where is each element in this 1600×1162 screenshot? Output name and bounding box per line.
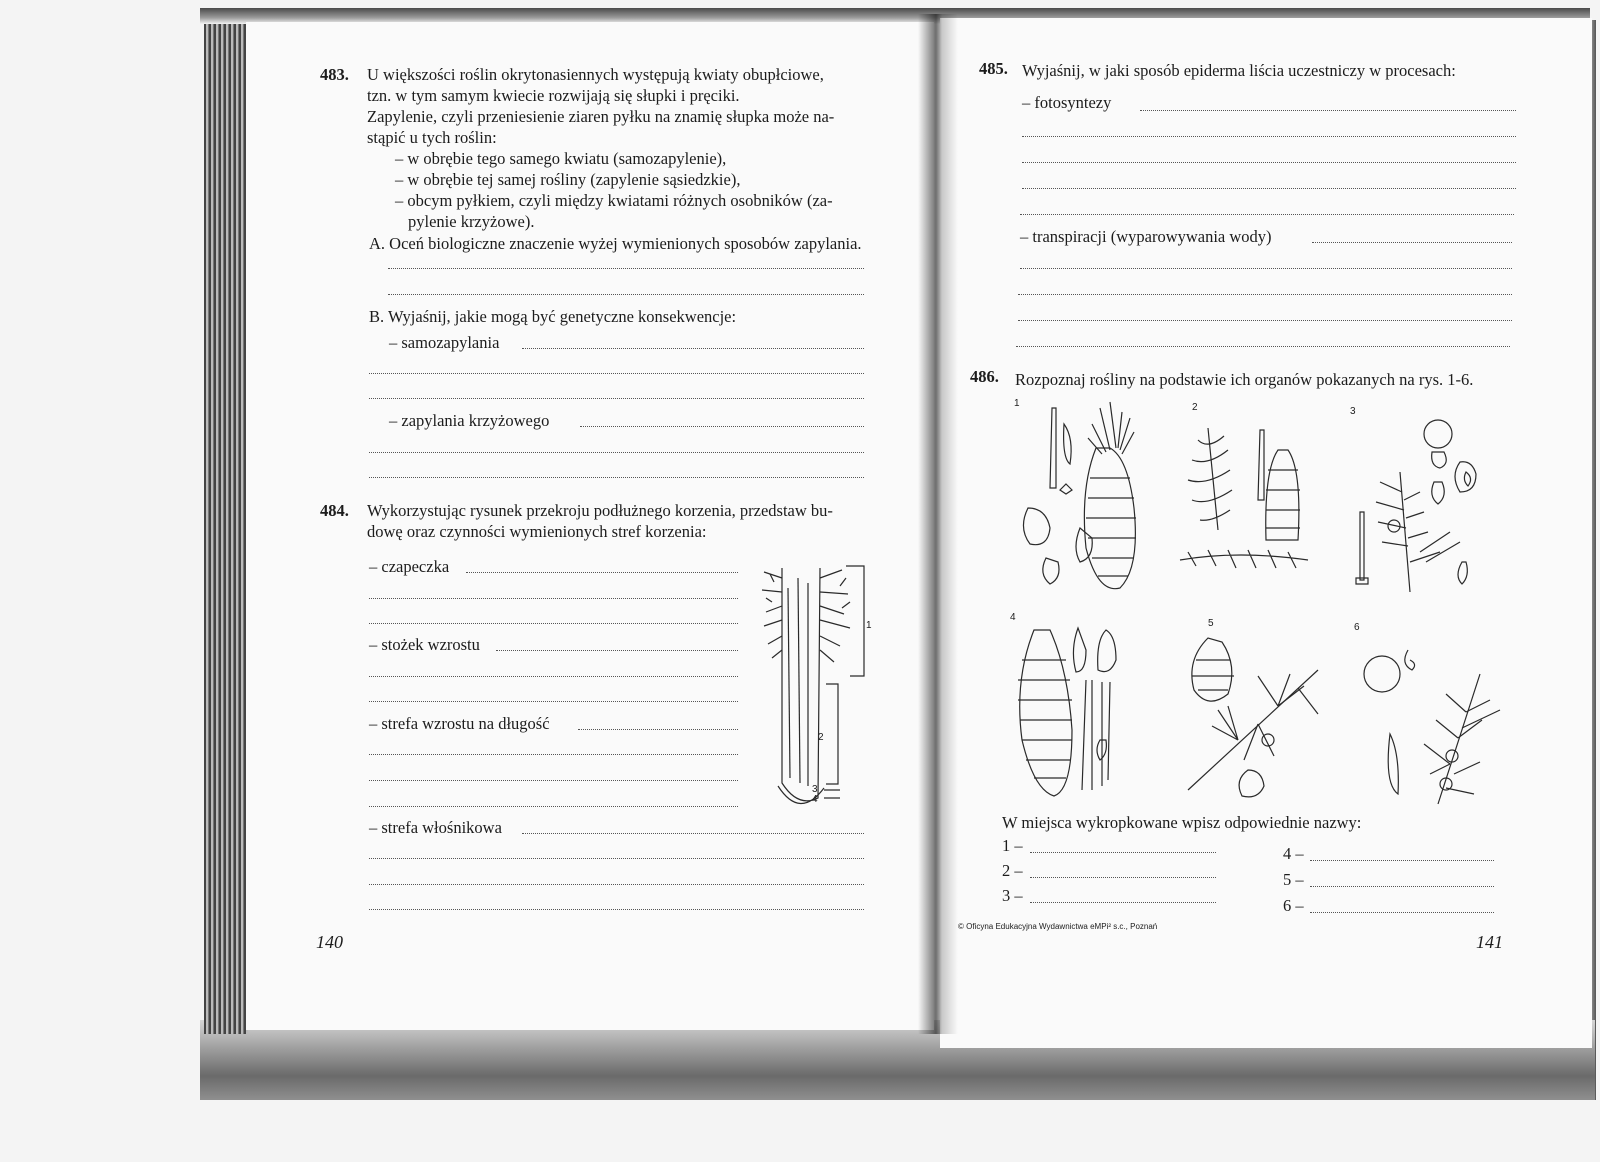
question-text: dowę oraz czynności wymienionych stref korzenia: — [367, 522, 707, 541]
answer-line[interactable] — [369, 373, 864, 374]
answer-line[interactable] — [369, 477, 864, 478]
answer-line[interactable] — [522, 348, 864, 349]
answer-line[interactable] — [1030, 852, 1216, 853]
task-b-text: B. Wyjaśnij, jakie mogą być genetyczne konsekwencje: — [369, 307, 737, 326]
publisher-footer: © Oficyna Edukacyjna Wydawnictwa eMPi² s.c., Poznań — [958, 922, 1158, 931]
larch-branch-illustration — [1178, 630, 1338, 800]
answer-line[interactable] — [369, 806, 738, 807]
answer-line[interactable] — [369, 598, 738, 599]
answer-line[interactable] — [1310, 886, 1494, 887]
answer-line[interactable] — [369, 623, 738, 624]
answer-line[interactable] — [1016, 346, 1510, 347]
answer-line[interactable] — [1022, 136, 1516, 137]
answer-line[interactable] — [1020, 268, 1512, 269]
figure-number-2: 2 — [1192, 402, 1198, 413]
task-a-text: A. Oceń biologiczne znaczenie wyżej wymienionych sposobów zapylania. — [369, 234, 862, 253]
answer-line[interactable] — [369, 676, 738, 677]
answer-line[interactable] — [369, 858, 864, 859]
answer-line[interactable] — [369, 701, 738, 702]
answer-prompt: – zapylania krzyżowego — [389, 411, 550, 430]
root-label-2: 2 — [818, 732, 824, 743]
answer-line[interactable] — [1312, 242, 1512, 243]
answer-prompt: – transpiracji (wyparowywania wody) — [1020, 227, 1272, 246]
answer-prompt: – samozapylania — [389, 333, 500, 352]
answer-line[interactable] — [369, 754, 738, 755]
answer-line[interactable] — [369, 398, 864, 399]
answer-prompt: – fotosyntezy — [1022, 93, 1112, 112]
answer-line[interactable] — [1022, 162, 1516, 163]
answer-line[interactable] — [369, 884, 864, 885]
figure-number-1: 1 — [1014, 398, 1020, 409]
page-number-right: 141 — [1476, 932, 1503, 952]
answer-line[interactable] — [466, 572, 738, 573]
figure-number-5: 5 — [1208, 618, 1214, 629]
answer-line[interactable] — [369, 452, 864, 453]
answer-number-2: 2 – — [1002, 861, 1023, 880]
answer-line[interactable] — [522, 833, 864, 834]
figure-number-6: 6 — [1354, 622, 1360, 633]
answer-number-6: 6 – — [1283, 896, 1304, 915]
root-label-4: 4 — [812, 794, 818, 805]
question-text: Wykorzystując rysunek przekroju podłużnego korzenia, przedstaw bu- — [367, 501, 833, 520]
question-number: 483. — [320, 65, 349, 84]
answer-number-1: 1 – — [1002, 836, 1023, 855]
bullet-text: pylenie krzyżowe). — [408, 212, 535, 231]
answer-line[interactable] — [369, 780, 738, 781]
juniper-branch-illustration — [1350, 634, 1510, 804]
question-number: 486. — [970, 367, 999, 386]
answer-number-3: 3 – — [1002, 886, 1023, 905]
instruction-text: W miejsca wykropkowane wpisz odpowiednie nazwy: — [1002, 813, 1362, 832]
answer-line[interactable] — [1022, 188, 1516, 189]
answer-number-4: 4 – — [1283, 844, 1304, 863]
answer-prompt: – strefa wzrostu na długość — [369, 714, 550, 733]
answer-line[interactable] — [1030, 877, 1216, 878]
root-label-3: 3 — [812, 784, 818, 795]
answer-prompt: – czapeczka — [369, 557, 450, 576]
spruce-cone-illustration — [1010, 398, 1170, 598]
answer-number-5: 5 – — [1283, 870, 1304, 889]
question-text: Zapylenie, czyli przeniesienie ziaren pyłku na znamię słupka może na- — [367, 107, 835, 126]
root-label-1: 1 — [866, 620, 872, 631]
answer-line[interactable] — [1030, 902, 1216, 903]
yew-branch-illustration — [1350, 412, 1500, 592]
bullet-text: – w obrębie tej samej rośliny (zapylenie sąsiedzkie), — [395, 170, 741, 189]
question-text: Rozpoznaj rośliny na podstawie ich organów pokazanych na rys. 1-6. — [1015, 370, 1474, 389]
answer-line[interactable] — [1310, 912, 1494, 913]
answer-line[interactable] — [369, 909, 864, 910]
question-number: 485. — [979, 59, 1008, 78]
fir-cone-illustration — [1178, 410, 1338, 580]
answer-line[interactable] — [1018, 294, 1512, 295]
answer-line[interactable] — [1020, 214, 1514, 215]
answer-prompt: – strefa włośnikowa — [369, 818, 502, 837]
answer-line[interactable] — [388, 294, 864, 295]
answer-line[interactable] — [1018, 320, 1512, 321]
question-text: stąpić u tych roślin: — [367, 128, 497, 147]
figure-number-3: 3 — [1350, 406, 1356, 417]
answer-line[interactable] — [578, 729, 738, 730]
bullet-text: – obcym pyłkiem, czyli między kwiatami różnych osobników (za- — [395, 191, 833, 210]
answer-line[interactable] — [1140, 110, 1516, 111]
question-text: tzn. w tym samym kwiecie rozwijają się słupki i pręciki. — [367, 86, 740, 105]
answer-line[interactable] — [580, 426, 864, 427]
question-text: Wyjaśnij, w jaki sposób epiderma liścia uczestniczy w procesach: — [1022, 61, 1456, 80]
answer-line[interactable] — [388, 268, 864, 269]
figure-number-4: 4 — [1010, 612, 1016, 623]
page-number-left: 140 — [316, 932, 343, 952]
book-page-edges — [204, 24, 248, 1034]
answer-line[interactable] — [1310, 860, 1494, 861]
root-section-illustration — [760, 558, 880, 818]
question-number: 484. — [320, 501, 349, 520]
book-gutter — [918, 14, 958, 1034]
answer-prompt: – stożek wzrostu — [369, 635, 480, 654]
bullet-text: – w obrębie tego samego kwiatu (samozapylenie), — [395, 149, 727, 168]
question-text: U większości roślin okrytonasiennych występują kwiaty obupłciowe, — [367, 65, 824, 84]
answer-line[interactable] — [496, 650, 738, 651]
pine-cone-illustration — [1010, 620, 1140, 800]
